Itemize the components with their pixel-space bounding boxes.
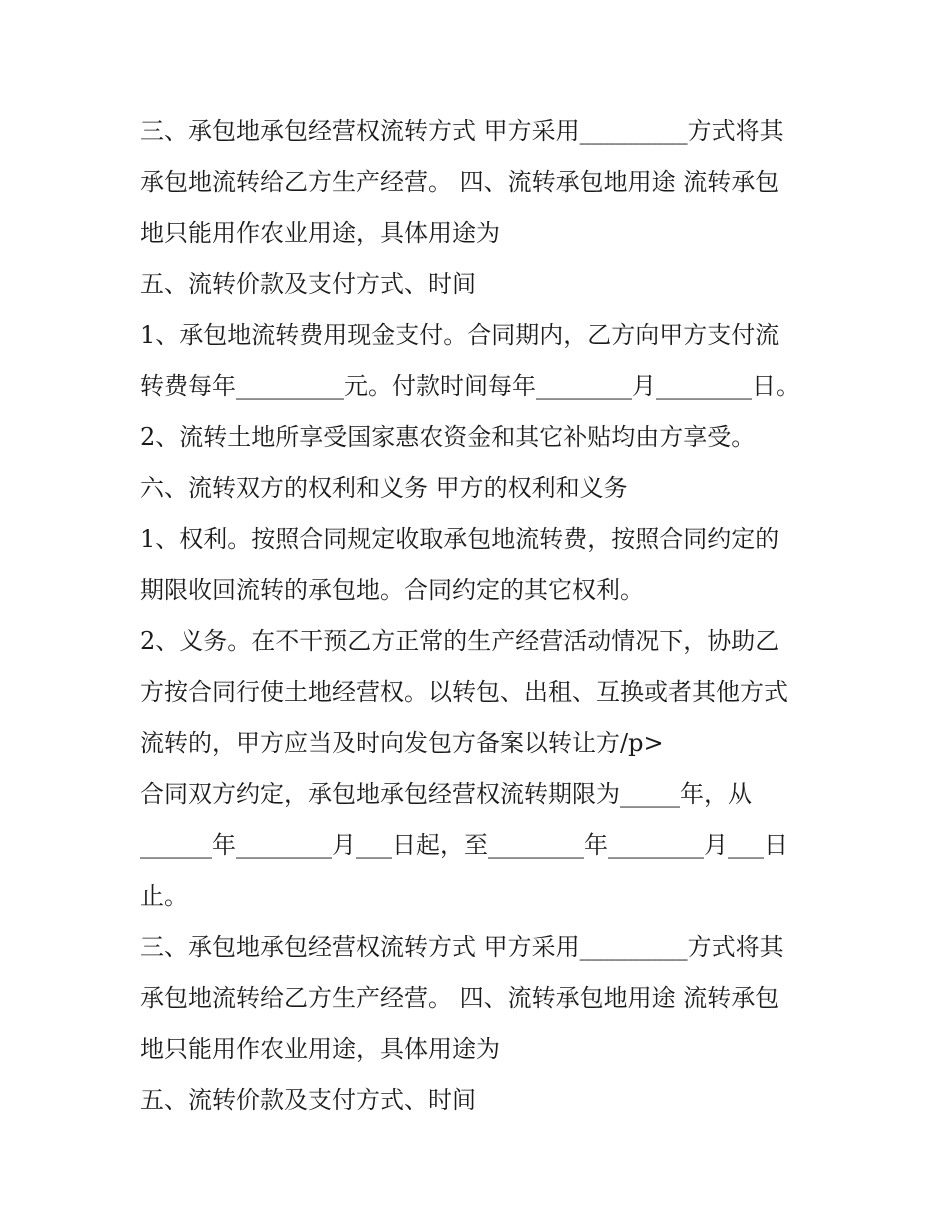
text-line: ______年________月___日起，至________年________月___日 bbox=[140, 831, 788, 859]
text-line: 2、义务。在不干预乙方正常的生产经营活动情况下，协助乙 bbox=[140, 627, 780, 655]
text-line: 1、承包地流转费用现金支付。合同期内，乙方向甲方支付流 bbox=[140, 321, 780, 349]
text-line: 地只能用作农业用途，具体用途为 bbox=[140, 219, 500, 247]
text-line: 转费每年_________元。付款时间每年________月________日。 bbox=[140, 372, 800, 400]
text-line: 合同双方约定，承包地承包经营权流转期限为_____年，从 bbox=[140, 780, 752, 808]
document-body bbox=[140, 106, 820, 1126]
text-line: 方按合同行使土地经营权。以转包、出租、互换或者其他方式 bbox=[140, 678, 788, 706]
text-line: 三、承包地承包经营权流转方式 甲方采用_________方式将其 bbox=[140, 117, 784, 145]
text-line: 期限收回流转的承包地。合同约定的其它权利。 bbox=[140, 576, 644, 604]
text-line: 六、流转双方的权利和义务 甲方的权利和义务 bbox=[140, 474, 628, 502]
text-line: 五、流转价款及支付方式、时间 bbox=[140, 270, 476, 298]
text-line: 1、权利。按照合同规定收取承包地流转费，按照合同约定的 bbox=[140, 525, 780, 553]
text-line: 流转的，甲方应当及时向发包方备案以转让方/p> bbox=[140, 729, 664, 757]
text-line: 五、流转价款及支付方式、时间 bbox=[140, 1086, 476, 1114]
text-line: 三、承包地承包经营权流转方式 甲方采用_________方式将其 bbox=[140, 933, 784, 961]
text-line: 承包地流转给乙方生产经营。 四、流转承包地用途 流转承包 bbox=[140, 168, 780, 196]
text-line: 承包地流转给乙方生产经营。 四、流转承包地用途 流转承包 bbox=[140, 984, 780, 1012]
text-line: 止。 bbox=[140, 882, 188, 910]
text-line: 地只能用作农业用途，具体用途为 bbox=[140, 1035, 500, 1063]
text-line: 2、流转土地所享受国家惠农资金和其它补贴均由方享受。 bbox=[140, 423, 756, 451]
